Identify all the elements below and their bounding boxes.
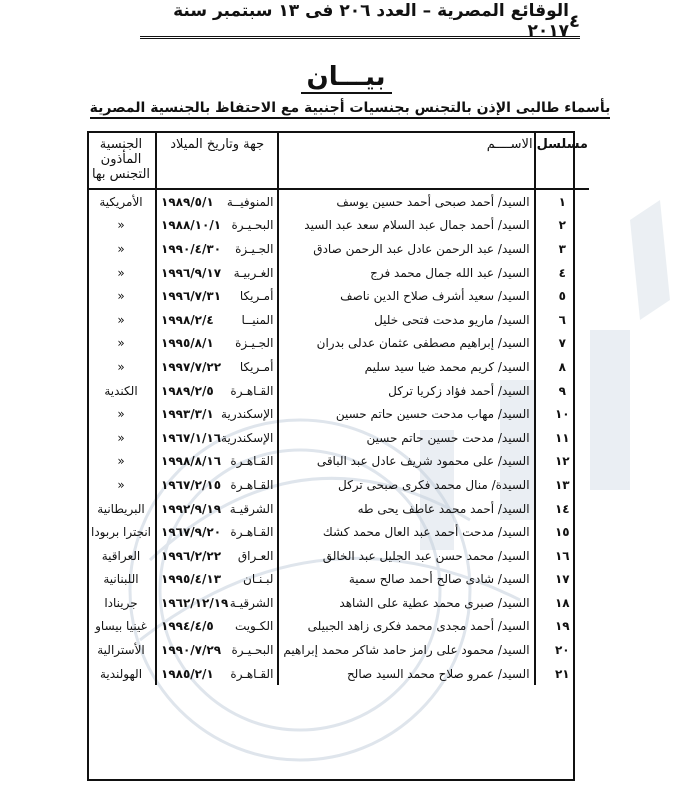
birth-date: ١٩٩٥/٨/١	[161, 336, 214, 351]
table-row	[87, 214, 589, 238]
cell-name: السيد/ عبد الله جمال محمد فرج	[278, 261, 534, 285]
birth-info	[161, 313, 273, 327]
cell-serial: ١٦	[554, 548, 570, 563]
cell-name: السيدة/ منال محمد فكرى صبحى تركل	[278, 473, 534, 497]
cell-nationality: الأمريكية	[87, 189, 156, 214]
birth-date: ١٩٨٩/٥/١	[161, 194, 214, 209]
cell-name: السيد/ شادى صالح أحمد صالح سمية	[278, 568, 534, 592]
birth-place: الإسكندرية	[221, 407, 274, 422]
birth-place: القـاهـرة	[230, 454, 274, 469]
table-row	[87, 591, 589, 615]
birth-place: لبـنـان	[243, 572, 274, 587]
birth-date: ١٩٨٨/١٠/١	[161, 218, 222, 233]
cell-birth	[156, 473, 278, 497]
birth-date: ١٩٩٧/٧/٢٢	[161, 359, 222, 374]
cell-birth	[156, 189, 278, 214]
applicants-table	[87, 131, 589, 685]
birth-date: ١٩٩٦/٩/١٧	[161, 265, 222, 280]
birth-place: القـاهـرة	[230, 383, 274, 398]
cell-nationality: «	[87, 426, 156, 450]
cell-birth	[156, 544, 278, 568]
cell-birth	[156, 402, 278, 426]
cell-birth	[156, 662, 278, 686]
cell-name: السيد/ أحمد مجدى محمد فكرى زاهد الجبيلى	[278, 615, 534, 639]
birth-info	[161, 336, 273, 350]
birth-place: المنيــا	[241, 312, 274, 327]
birth-info	[161, 195, 273, 209]
table-row	[87, 332, 589, 356]
cell-nationality: الهولندية	[87, 662, 156, 686]
cell-serial: ١٤	[554, 501, 570, 516]
table-body	[87, 189, 589, 685]
cell-nationality: اللبنانية	[87, 568, 156, 592]
cell-name: السيد/ ماريو مدحت فتحى خليل	[278, 308, 534, 332]
cell-name: السيد/ مهاب مدحت حسين حاتم حسين	[278, 402, 534, 426]
birth-date: ١٩٩٨/٢/٤	[161, 312, 214, 327]
birth-place: البحـيـرة	[231, 643, 274, 658]
birth-place: الكـويت	[234, 619, 274, 634]
header-nationality: الجنسية المأذون التجنس بها	[87, 131, 156, 189]
birth-info	[161, 572, 273, 586]
birth-info	[161, 407, 273, 421]
cell-name: السيد/ أحمد جمال عبد السلام سعد عبد السيد	[278, 214, 534, 238]
cell-serial: ٧	[558, 336, 566, 351]
cell-birth	[156, 308, 278, 332]
cell-serial: ١٣	[554, 477, 570, 492]
cell-name: السيد/ صبرى محمد عطية على الشاهد	[278, 591, 534, 615]
birth-date: ١٩٩٠/٤/٣٠	[161, 241, 222, 256]
cell-serial: ٢١	[554, 666, 570, 681]
birth-info	[161, 431, 273, 445]
cell-serial: ٤	[558, 265, 566, 280]
cell-name: السيد/ إبراهيم مصطفى عثمان عدلى بدران	[278, 332, 534, 356]
birth-date: ١٩٦٧/٢/١٥	[161, 477, 222, 492]
header-name: الاســــم	[278, 131, 534, 189]
cell-name: السيد/ مدحت أحمد عبد العال محمد كشك	[278, 520, 534, 544]
document-subtitle	[50, 100, 650, 116]
cell-serial: ٦	[558, 312, 566, 327]
birth-date: ١٩٦٢/١٢/١٩	[161, 595, 229, 610]
cell-name: السيد/ أحمد صبحى أحمد حسين يوسف	[278, 189, 534, 214]
running-title: الوقائع المصرية – العدد ٢٠٦ فى ١٣ سبتمبر سنة ٢٠١٧	[173, 1, 569, 41]
header-birth: جهة وتاريخ الميلاد	[156, 131, 278, 189]
cell-nationality: العراقية	[87, 544, 156, 568]
cell-nationality: البريطانية	[87, 497, 156, 521]
birth-date: ١٩٩٢/٩/١٩	[161, 501, 222, 516]
cell-nationality: انجترا بربودا	[87, 520, 156, 544]
document-title-text: بيـــان	[301, 62, 392, 94]
cell-nationality: «	[87, 284, 156, 308]
cell-birth	[156, 450, 278, 474]
cell-name: السيد/ عمرو صلاح محمد السيد صالح	[278, 662, 534, 686]
cell-birth	[156, 379, 278, 403]
birth-info	[161, 667, 273, 681]
table-row	[87, 402, 589, 426]
table-row	[87, 237, 589, 261]
birth-place: الشرقيـة	[229, 595, 274, 610]
cell-nationality: «	[87, 450, 156, 474]
table-row	[87, 662, 589, 686]
cell-nationality: الكندية	[87, 379, 156, 403]
birth-info	[161, 478, 273, 492]
birth-place: البحـيـرة	[231, 218, 274, 233]
cell-birth	[156, 520, 278, 544]
cell-name: السيد/ سعيد أشرف صلاح الدين ناصف	[278, 284, 534, 308]
birth-date: ١٩٦٧/٩/٢٠	[161, 525, 222, 540]
cell-name: السيد/ على محمود شريف عادل عبد الباقى	[278, 450, 534, 474]
running-header	[140, 1, 580, 41]
document-title	[0, 62, 692, 92]
table-row	[87, 615, 589, 639]
cell-serial: ١١	[554, 430, 570, 445]
birth-info	[161, 384, 273, 398]
cell-nationality: «	[87, 214, 156, 238]
cell-birth	[156, 332, 278, 356]
cell-nationality: «	[87, 237, 156, 261]
table-row	[87, 379, 589, 403]
cell-nationality: «	[87, 332, 156, 356]
cell-birth	[156, 237, 278, 261]
birth-info	[161, 619, 273, 633]
cell-name: السيد/ محمود على رامز حامد شاكر محمد إبراهيم	[278, 638, 534, 662]
birth-date: ١٩٩٠/٧/٢٩	[161, 643, 222, 658]
birth-info	[161, 454, 273, 468]
cell-birth	[156, 497, 278, 521]
table-row	[87, 568, 589, 592]
birth-date: ١٩٨٥/٢/١	[161, 666, 214, 681]
birth-date: ١٩٩٣/٣/١	[161, 407, 214, 422]
birth-place: الجـيـزة	[235, 241, 274, 256]
cell-birth	[156, 638, 278, 662]
cell-serial: ٨	[558, 359, 566, 374]
birth-info	[161, 266, 273, 280]
table-row	[87, 497, 589, 521]
cell-birth	[156, 214, 278, 238]
table-row	[87, 544, 589, 568]
cell-serial: ٢٠	[554, 643, 570, 658]
table-header-row	[87, 131, 589, 189]
cell-serial: ٥	[558, 289, 566, 304]
cell-birth	[156, 615, 278, 639]
cell-nationality: «	[87, 308, 156, 332]
page-number: ٤	[569, 10, 580, 32]
cell-birth	[156, 591, 278, 615]
cell-birth	[156, 261, 278, 285]
birth-place: القـاهـرة	[230, 666, 274, 681]
cell-name: السيد/ أحمد فؤاد زكريا تركل	[278, 379, 534, 403]
birth-place: الشرقيـة	[229, 501, 274, 516]
birth-date: ١٩٩٨/٨/١٦	[161, 454, 222, 469]
birth-info	[161, 289, 273, 303]
header-serial: مسلسل	[535, 131, 589, 189]
birth-place: الإسكندرية	[221, 430, 274, 445]
cell-nationality: جرينادا	[87, 591, 156, 615]
birth-place: القـاهـرة	[230, 477, 274, 492]
cell-serial: ٣	[558, 241, 566, 256]
birth-place: المنوفيــة	[226, 194, 274, 209]
cell-birth	[156, 568, 278, 592]
table-row	[87, 473, 589, 497]
birth-place: القـاهـرة	[230, 525, 274, 540]
cell-birth	[156, 284, 278, 308]
cell-nationality: «	[87, 402, 156, 426]
cell-serial: ١٠	[554, 407, 570, 422]
cell-nationality: «	[87, 261, 156, 285]
birth-place: الجـيـزة	[235, 336, 274, 351]
cell-serial: ١٩	[554, 619, 570, 634]
cell-nationality: غينيا بيساو	[87, 615, 156, 639]
birth-date: ١٩٩٥/٤/١٣	[161, 572, 222, 587]
birth-date: ١٩٩٦/٢/٢٢	[161, 548, 222, 563]
birth-date: ١٩٩٤/٤/٥	[161, 619, 214, 634]
cell-name: السيد/ كريم محمد ضيا سيد سليم	[278, 355, 534, 379]
cell-birth	[156, 355, 278, 379]
document-subtitle-text: بأسماء طالبى الإذن بالتجنس بجنسيات أجنبية مع الاحتفاظ بالجنسية المصرية	[90, 100, 611, 119]
cell-nationality: الأسترالية	[87, 638, 156, 662]
birth-date: ١٩٦٧/١/١٦	[161, 430, 222, 445]
birth-info	[161, 218, 273, 232]
table-row	[87, 426, 589, 450]
cell-name: السيد/ محمد حسن عبد الجليل عبد الخالق	[278, 544, 534, 568]
cell-nationality: «	[87, 355, 156, 379]
table-row	[87, 308, 589, 332]
cell-serial: ٢	[558, 218, 566, 233]
cell-serial: ١٥	[554, 525, 570, 540]
birth-info	[161, 596, 273, 610]
birth-place: أمـريكا	[239, 359, 274, 374]
birth-info	[161, 643, 273, 657]
table-row	[87, 638, 589, 662]
cell-name: السيد/ مدحت حسين حاتم حسين	[278, 426, 534, 450]
birth-info	[161, 360, 273, 374]
cell-birth	[156, 426, 278, 450]
birth-place: العـراق	[237, 548, 274, 563]
table-row	[87, 355, 589, 379]
cell-serial: ١٨	[554, 595, 570, 610]
birth-info	[161, 502, 273, 516]
birth-place: أمـريكا	[239, 289, 274, 304]
cell-name: السيد/ عبد الرحمن عادل عبد الرحمن صادق	[278, 237, 534, 261]
table-row	[87, 189, 589, 214]
cell-nationality: «	[87, 473, 156, 497]
cell-serial: ١	[558, 194, 566, 209]
table-row	[87, 450, 589, 474]
cell-serial: ١٢	[554, 454, 570, 469]
birth-place: الغـربيـة	[233, 265, 274, 280]
birth-date: ١٩٨٩/٢/٥	[161, 383, 214, 398]
cell-name: السيد/ أحمد محمد عاطف يحى طه	[278, 497, 534, 521]
birth-info	[161, 525, 273, 539]
table-row	[87, 520, 589, 544]
table-row	[87, 284, 589, 308]
birth-info	[161, 242, 273, 256]
cell-serial: ٩	[558, 383, 566, 398]
table-row	[87, 261, 589, 285]
birth-info	[161, 549, 273, 563]
cell-serial: ١٧	[554, 572, 570, 587]
birth-date: ١٩٩٦/٧/٣١	[161, 289, 222, 304]
